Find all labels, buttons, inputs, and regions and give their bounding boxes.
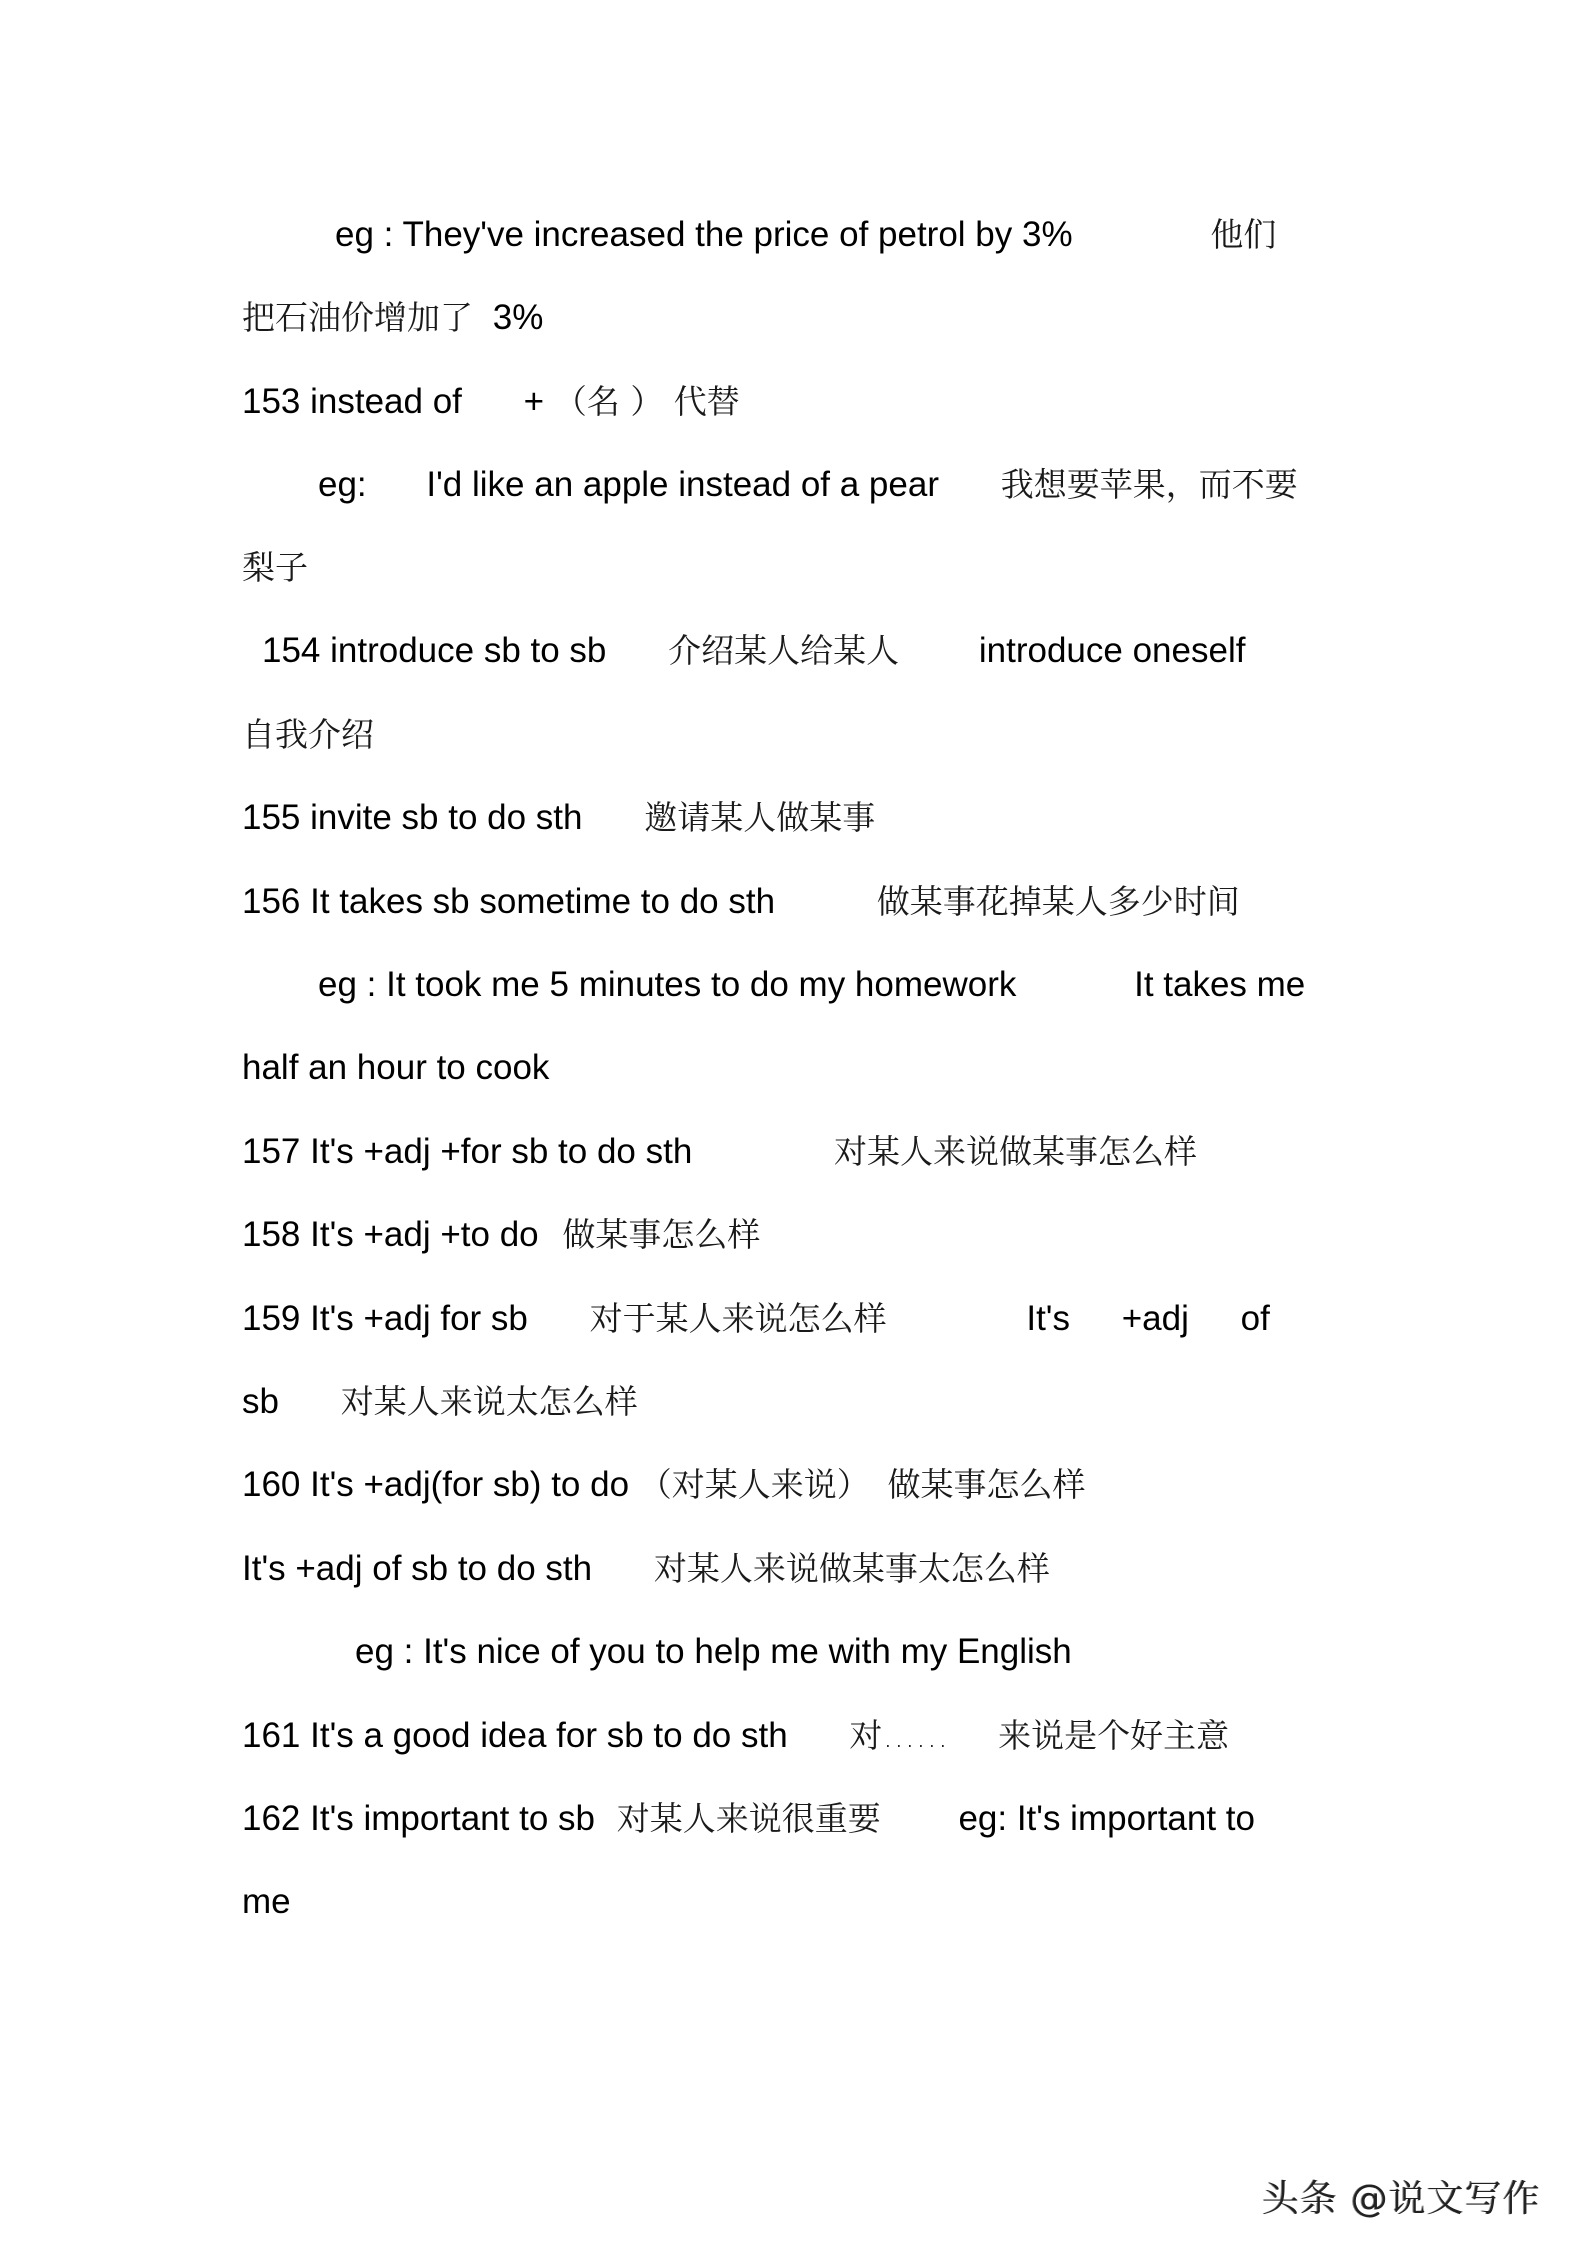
phrase-word: +adj xyxy=(1121,1299,1189,1338)
example-continuation xyxy=(242,538,308,598)
phrase-chinese: 邀请某人做某事 xyxy=(644,798,876,837)
example-continuation xyxy=(242,288,543,348)
phrase-entry-160b xyxy=(242,1539,1050,1599)
phrase-english: 160 It's +adj(for sb) to do xyxy=(242,1465,630,1504)
phrase-english: 162 It's important to sb xyxy=(242,1799,595,1838)
phrase-chinese: 做某事怎么样 xyxy=(562,1215,761,1254)
phrase-entry-158 xyxy=(242,1205,760,1265)
phrase-chinese: 介绍某人给某人 xyxy=(668,631,900,670)
example-continuation xyxy=(242,1038,549,1098)
example-chinese: 梨子 xyxy=(242,548,308,587)
phrase-chinese: 对于某人来说怎么样 xyxy=(589,1299,887,1338)
watermark: 头条 @说文写作 xyxy=(1262,2177,1541,2220)
example-english: eg : It's nice of you to help me with my English xyxy=(355,1632,1072,1671)
example-line xyxy=(335,205,1276,265)
phrase-chinese: 对某人来说太怎么样 xyxy=(340,1382,638,1421)
phrase-chinese: 对某人来说做某事怎么样 xyxy=(834,1132,1198,1171)
phrase-chinese: （名 ） 代替 xyxy=(553,382,740,421)
phrase-english: 158 It's +adj +to do xyxy=(242,1215,539,1254)
example-continuation xyxy=(242,1872,291,1932)
plus-sign: + xyxy=(523,382,545,421)
phrase-entry-160 xyxy=(242,1455,1086,1515)
example-line xyxy=(318,455,1298,515)
example-english-alt: It takes me xyxy=(1134,965,1306,1004)
phrase-english: It's +adj of sb to do sth xyxy=(242,1549,593,1588)
phrase-entry-162 xyxy=(242,1789,1255,1849)
example-chinese: 他们 xyxy=(1210,215,1277,254)
phrase-chinese: 来说是个好主意 xyxy=(998,1716,1230,1755)
phrase-entry-159 xyxy=(242,1289,1270,1349)
example-english: eg : They've increased the price of petrol by 3% xyxy=(335,215,1073,254)
phrase-english: 154 introduce sb to sb xyxy=(262,631,607,670)
phrase-english: 161 It's a good idea for sb to do sth xyxy=(242,1716,788,1755)
phrase-chinese: 对某人来说做某事太怎么样 xyxy=(653,1549,1050,1588)
phrase-entry-153 xyxy=(242,372,740,432)
phrase-chinese: 对…… xyxy=(849,1716,949,1755)
example-english: half an hour to cook xyxy=(242,1048,550,1087)
phrase-entry-157 xyxy=(242,1122,1197,1182)
phrase-continuation xyxy=(242,1372,638,1432)
example-chinese: 我想要苹果，而不要 xyxy=(1000,465,1298,504)
phrase-english-alt: introduce oneself xyxy=(978,631,1246,670)
phrase-english: 153 instead of xyxy=(242,382,462,421)
phrase-entry-154 xyxy=(262,621,1245,681)
phrase-english: 157 It's +adj +for sb to do sth xyxy=(242,1132,693,1171)
phrase-entry-161 xyxy=(242,1706,1229,1766)
example-label: eg: xyxy=(318,465,367,504)
example-english: eg: It's important to xyxy=(958,1799,1255,1838)
phrase-chinese: 对某人来说很重要 xyxy=(616,1799,881,1838)
phrase-chinese: 做某事怎么样 xyxy=(887,1465,1086,1504)
phrase-english: sb xyxy=(242,1382,279,1421)
phrase-chinese: 自我介绍 xyxy=(242,715,374,754)
phrase-word: of xyxy=(1240,1299,1270,1338)
phrase-chinese: 做某事花掉某人多少时间 xyxy=(876,882,1240,921)
phrase-word: It's xyxy=(1026,1299,1070,1338)
phrase-continuation xyxy=(242,705,374,765)
example-chinese: 把石油价增加了 xyxy=(242,298,473,337)
example-english: eg : It took me 5 minutes to do my homework xyxy=(318,965,1017,1004)
example-line xyxy=(318,955,1305,1015)
phrase-entry-156 xyxy=(242,872,1240,932)
example-english: I'd like an apple instead of a pear xyxy=(426,465,939,504)
example-line xyxy=(355,1622,1072,1682)
example-english: me xyxy=(242,1882,291,1921)
phrase-english: 159 It's +adj for sb xyxy=(242,1299,528,1338)
phrase-entry-155 xyxy=(242,788,875,848)
phrase-english: 155 invite sb to do sth xyxy=(242,798,583,837)
phrase-english: 156 It takes sb sometime to do sth xyxy=(242,882,776,921)
phrase-chinese: （对某人来说） xyxy=(638,1465,870,1504)
example-english: 3% xyxy=(492,298,544,337)
